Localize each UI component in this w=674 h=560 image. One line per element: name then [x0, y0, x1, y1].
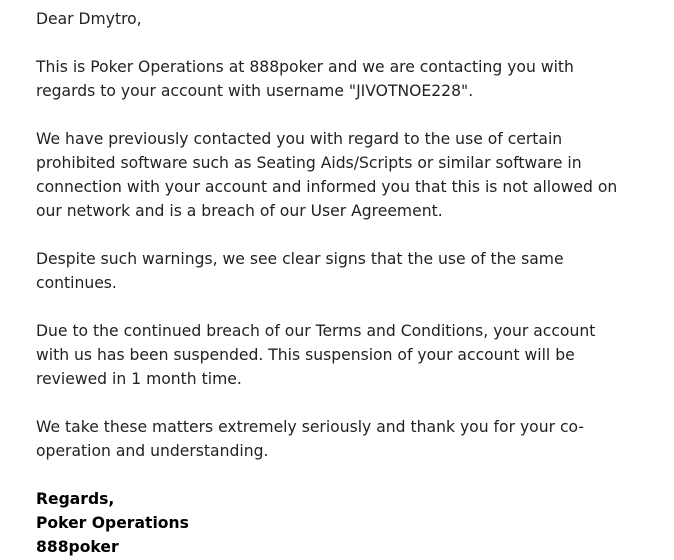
paragraph-line: with us has been suspended. This suspension of your account will be: [36, 346, 575, 364]
email-body: [36, 7, 646, 559]
paragraph-line: Due to the continued breach of our Terms and Conditions, your account: [36, 322, 596, 340]
paragraph-line: connection with your account and informed you that this is not allowed on: [36, 178, 618, 196]
paragraph-warnings: [36, 247, 646, 295]
paragraph-intro: [36, 55, 646, 103]
paragraph-line: operation and understanding.: [36, 442, 269, 460]
paragraph-line: We have previously contacted you with regard to the use of certain: [36, 130, 563, 148]
paragraph-line: This is Poker Operations at 888poker and we are contacting you with: [36, 58, 574, 76]
paragraph-line: prohibited software such as Seating Aids/Scripts or similar software in: [36, 154, 582, 172]
paragraph-suspension: [36, 319, 646, 391]
paragraph-line: We take these matters extremely seriously and thank you for your co-: [36, 418, 585, 436]
greeting: [36, 7, 646, 31]
paragraph-line: Despite such warnings, we see clear signs that the use of the same: [36, 250, 564, 268]
paragraph-line: reviewed in 1 month time.: [36, 370, 242, 388]
signature-brand: 888poker: [36, 538, 119, 556]
paragraph-line: our network and is a breach of our User Agreement.: [36, 202, 443, 220]
signature: [36, 487, 646, 559]
signature-team: Poker Operations: [36, 514, 189, 532]
paragraph-previous-contact: [36, 127, 646, 223]
paragraph-closing: [36, 415, 646, 463]
signature-closing: Regards,: [36, 490, 115, 508]
paragraph-line: regards to your account with username "JIVOTNOE228".: [36, 82, 474, 100]
greeting-text: Dear Dmytro,: [36, 10, 142, 28]
paragraph-line: continues.: [36, 274, 117, 292]
